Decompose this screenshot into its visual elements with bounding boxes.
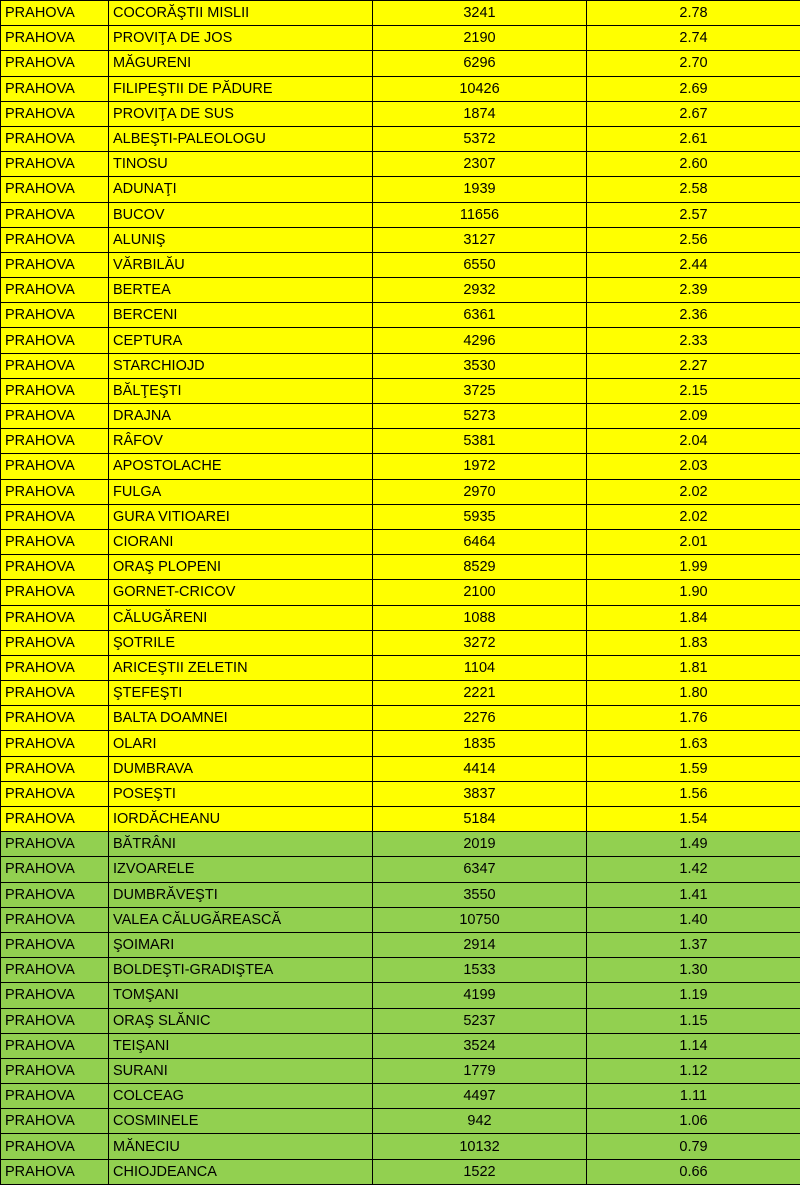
population-cell: 3550	[373, 882, 587, 907]
value-cell: 2.15	[587, 378, 800, 403]
locality-cell: GURA VITIOAREI	[109, 504, 373, 529]
locality-cell: TOMŞANI	[109, 983, 373, 1008]
locality-cell: MĂGURENI	[109, 51, 373, 76]
locality-cell: IZVOARELE	[109, 857, 373, 882]
population-cell: 2970	[373, 479, 587, 504]
county-cell: PRAHOVA	[1, 1159, 109, 1184]
value-cell: 2.02	[587, 479, 800, 504]
county-cell: PRAHOVA	[1, 555, 109, 580]
value-cell: 1.37	[587, 932, 800, 957]
value-cell: 1.42	[587, 857, 800, 882]
locality-cell: GORNET-CRICOV	[109, 580, 373, 605]
table-row	[1, 907, 800, 932]
table-row	[1, 832, 800, 857]
population-cell: 5273	[373, 404, 587, 429]
table-row	[1, 580, 800, 605]
county-cell: PRAHOVA	[1, 101, 109, 126]
population-cell: 2100	[373, 580, 587, 605]
county-cell: PRAHOVA	[1, 278, 109, 303]
value-cell: 2.36	[587, 303, 800, 328]
population-cell: 6296	[373, 51, 587, 76]
county-cell: PRAHOVA	[1, 756, 109, 781]
population-cell: 6347	[373, 857, 587, 882]
locality-cell: OLARI	[109, 731, 373, 756]
county-cell: PRAHOVA	[1, 328, 109, 353]
locality-cell: POSEŞTI	[109, 781, 373, 806]
table-row	[1, 202, 800, 227]
locality-cell: CĂLUGĂRENI	[109, 605, 373, 630]
table-row	[1, 252, 800, 277]
population-cell: 1088	[373, 605, 587, 630]
population-cell: 2914	[373, 932, 587, 957]
locality-cell: ŞTEFEŞTI	[109, 681, 373, 706]
table-row	[1, 807, 800, 832]
population-cell: 4497	[373, 1084, 587, 1109]
value-cell: 2.39	[587, 278, 800, 303]
value-cell: 1.54	[587, 807, 800, 832]
population-cell: 1972	[373, 454, 587, 479]
locality-cell: DRAJNA	[109, 404, 373, 429]
table-row	[1, 504, 800, 529]
county-cell: PRAHOVA	[1, 958, 109, 983]
population-cell: 6464	[373, 529, 587, 554]
table-row	[1, 756, 800, 781]
table-row	[1, 76, 800, 101]
table-row	[1, 1058, 800, 1083]
county-cell: PRAHOVA	[1, 252, 109, 277]
locality-cell: BĂTRÂNI	[109, 832, 373, 857]
locality-cell: COCORĂŞTII MISLII	[109, 1, 373, 26]
county-cell: PRAHOVA	[1, 504, 109, 529]
population-cell: 3127	[373, 227, 587, 252]
locality-cell: CIORANI	[109, 529, 373, 554]
value-cell: 2.60	[587, 152, 800, 177]
population-cell: 5237	[373, 1008, 587, 1033]
value-cell: 2.56	[587, 227, 800, 252]
table-row	[1, 26, 800, 51]
county-cell: PRAHOVA	[1, 202, 109, 227]
table-row	[1, 303, 800, 328]
table-row	[1, 857, 800, 882]
value-cell: 1.84	[587, 605, 800, 630]
population-cell: 8529	[373, 555, 587, 580]
locality-cell: PROVIŢA DE JOS	[109, 26, 373, 51]
locality-cell: ADUNAŢI	[109, 177, 373, 202]
county-cell: PRAHOVA	[1, 681, 109, 706]
table-row	[1, 378, 800, 403]
locality-cell: BĂLŢEŞTI	[109, 378, 373, 403]
value-cell: 1.76	[587, 706, 800, 731]
locality-cell: DUMBRAVA	[109, 756, 373, 781]
table-row	[1, 529, 800, 554]
county-cell: PRAHOVA	[1, 1033, 109, 1058]
locality-cell: TEIŞANI	[109, 1033, 373, 1058]
population-cell: 1533	[373, 958, 587, 983]
locality-cell: ALBEŞTI-PALEOLOGU	[109, 126, 373, 151]
table-row	[1, 479, 800, 504]
county-cell: PRAHOVA	[1, 580, 109, 605]
population-cell: 10426	[373, 76, 587, 101]
county-cell: PRAHOVA	[1, 1, 109, 26]
county-cell: PRAHOVA	[1, 429, 109, 454]
locality-cell: APOSTOLACHE	[109, 454, 373, 479]
value-cell: 2.27	[587, 353, 800, 378]
table-row	[1, 278, 800, 303]
table-row	[1, 932, 800, 957]
population-cell: 3272	[373, 630, 587, 655]
population-cell: 3524	[373, 1033, 587, 1058]
population-cell: 11656	[373, 202, 587, 227]
value-cell: 1.56	[587, 781, 800, 806]
table-body	[1, 1, 800, 1185]
population-cell: 3837	[373, 781, 587, 806]
value-cell: 2.74	[587, 26, 800, 51]
county-cell: PRAHOVA	[1, 303, 109, 328]
value-cell: 1.83	[587, 630, 800, 655]
value-cell: 2.61	[587, 126, 800, 151]
county-cell: PRAHOVA	[1, 907, 109, 932]
table-row	[1, 177, 800, 202]
population-cell: 1779	[373, 1058, 587, 1083]
value-cell: 2.57	[587, 202, 800, 227]
table-row	[1, 1134, 800, 1159]
value-cell: 1.40	[587, 907, 800, 932]
table-row	[1, 328, 800, 353]
table-row	[1, 882, 800, 907]
population-cell: 2932	[373, 278, 587, 303]
county-cell: PRAHOVA	[1, 857, 109, 882]
population-cell: 1104	[373, 655, 587, 680]
population-cell: 5372	[373, 126, 587, 151]
county-cell: PRAHOVA	[1, 630, 109, 655]
population-cell: 1835	[373, 731, 587, 756]
population-cell: 1874	[373, 101, 587, 126]
locality-cell: VĂRBILĂU	[109, 252, 373, 277]
county-cell: PRAHOVA	[1, 126, 109, 151]
population-cell: 6550	[373, 252, 587, 277]
value-cell: 1.15	[587, 1008, 800, 1033]
table-row	[1, 983, 800, 1008]
value-cell: 2.70	[587, 51, 800, 76]
value-cell: 2.78	[587, 1, 800, 26]
county-cell: PRAHOVA	[1, 983, 109, 1008]
value-cell: 2.33	[587, 328, 800, 353]
locality-cell: CHIOJDEANCA	[109, 1159, 373, 1184]
table-row	[1, 681, 800, 706]
value-cell: 1.11	[587, 1084, 800, 1109]
value-cell: 1.19	[587, 983, 800, 1008]
locality-cell: BERTEA	[109, 278, 373, 303]
table-row	[1, 101, 800, 126]
locality-cell: BOLDEŞTI-GRADIŞTEA	[109, 958, 373, 983]
table-row	[1, 1109, 800, 1134]
value-cell: 0.79	[587, 1134, 800, 1159]
table-row	[1, 1159, 800, 1184]
county-cell: PRAHOVA	[1, 152, 109, 177]
value-cell: 1.30	[587, 958, 800, 983]
table-row	[1, 555, 800, 580]
population-cell: 3725	[373, 378, 587, 403]
county-cell: PRAHOVA	[1, 1134, 109, 1159]
locality-cell: ALUNIŞ	[109, 227, 373, 252]
population-cell: 4414	[373, 756, 587, 781]
locality-cell: IORDĂCHEANU	[109, 807, 373, 832]
county-cell: PRAHOVA	[1, 26, 109, 51]
table-row	[1, 1033, 800, 1058]
population-cell: 3530	[373, 353, 587, 378]
population-cell: 1522	[373, 1159, 587, 1184]
table-row	[1, 126, 800, 151]
county-cell: PRAHOVA	[1, 1008, 109, 1033]
value-cell: 1.63	[587, 731, 800, 756]
table-row	[1, 454, 800, 479]
locality-cell: COLCEAG	[109, 1084, 373, 1109]
value-cell: 1.80	[587, 681, 800, 706]
population-cell: 5381	[373, 429, 587, 454]
locality-cell: BALTA DOAMNEI	[109, 706, 373, 731]
table-row	[1, 1, 800, 26]
table-row	[1, 429, 800, 454]
population-cell: 2276	[373, 706, 587, 731]
population-cell: 3241	[373, 1, 587, 26]
population-cell: 2019	[373, 832, 587, 857]
value-cell: 2.44	[587, 252, 800, 277]
value-cell: 2.02	[587, 504, 800, 529]
population-cell: 10750	[373, 907, 587, 932]
value-cell: 2.01	[587, 529, 800, 554]
table-row	[1, 227, 800, 252]
county-cell: PRAHOVA	[1, 706, 109, 731]
county-cell: PRAHOVA	[1, 404, 109, 429]
table-row	[1, 1008, 800, 1033]
locality-cell: RÂFOV	[109, 429, 373, 454]
population-cell: 2221	[373, 681, 587, 706]
county-cell: PRAHOVA	[1, 731, 109, 756]
county-cell: PRAHOVA	[1, 76, 109, 101]
county-cell: PRAHOVA	[1, 1084, 109, 1109]
locality-cell: VALEA CĂLUGĂREASCĂ	[109, 907, 373, 932]
county-cell: PRAHOVA	[1, 832, 109, 857]
value-cell: 2.69	[587, 76, 800, 101]
locality-cell: TINOSU	[109, 152, 373, 177]
value-cell: 2.04	[587, 429, 800, 454]
county-cell: PRAHOVA	[1, 479, 109, 504]
locality-cell: PROVIŢA DE SUS	[109, 101, 373, 126]
population-cell: 10132	[373, 1134, 587, 1159]
locality-cell: ORAŞ PLOPENI	[109, 555, 373, 580]
value-cell: 1.06	[587, 1109, 800, 1134]
population-cell: 4296	[373, 328, 587, 353]
locality-cell: STARCHIOJD	[109, 353, 373, 378]
locality-cell: FILIPEŞTII DE PĂDURE	[109, 76, 373, 101]
population-cell: 1939	[373, 177, 587, 202]
population-cell: 2307	[373, 152, 587, 177]
value-cell: 1.49	[587, 832, 800, 857]
locality-cell: CEPTURA	[109, 328, 373, 353]
value-cell: 1.41	[587, 882, 800, 907]
locality-cell: ŞOTRILE	[109, 630, 373, 655]
county-cell: PRAHOVA	[1, 655, 109, 680]
value-cell: 2.67	[587, 101, 800, 126]
table-row	[1, 781, 800, 806]
county-cell: PRAHOVA	[1, 807, 109, 832]
county-cell: PRAHOVA	[1, 529, 109, 554]
table-row	[1, 655, 800, 680]
locality-cell: DUMBRĂVEŞTI	[109, 882, 373, 907]
population-cell: 4199	[373, 983, 587, 1008]
county-cell: PRAHOVA	[1, 353, 109, 378]
table-row	[1, 51, 800, 76]
county-cell: PRAHOVA	[1, 454, 109, 479]
locality-cell: FULGA	[109, 479, 373, 504]
value-cell: 1.81	[587, 655, 800, 680]
locality-cell: COSMINELE	[109, 1109, 373, 1134]
locality-cell: SURANI	[109, 1058, 373, 1083]
value-cell: 2.58	[587, 177, 800, 202]
population-cell: 6361	[373, 303, 587, 328]
value-cell: 1.99	[587, 555, 800, 580]
table-row	[1, 731, 800, 756]
table-row	[1, 1084, 800, 1109]
county-cell: PRAHOVA	[1, 177, 109, 202]
population-cell: 5935	[373, 504, 587, 529]
value-cell: 1.14	[587, 1033, 800, 1058]
value-cell: 1.90	[587, 580, 800, 605]
table-row	[1, 630, 800, 655]
county-cell: PRAHOVA	[1, 227, 109, 252]
locality-cell: BERCENI	[109, 303, 373, 328]
county-cell: PRAHOVA	[1, 781, 109, 806]
county-cell: PRAHOVA	[1, 1109, 109, 1134]
table-row	[1, 706, 800, 731]
locality-cell: MĂNECIU	[109, 1134, 373, 1159]
table-row	[1, 152, 800, 177]
table-row	[1, 353, 800, 378]
county-cell: PRAHOVA	[1, 932, 109, 957]
value-cell: 0.66	[587, 1159, 800, 1184]
county-cell: PRAHOVA	[1, 605, 109, 630]
county-cell: PRAHOVA	[1, 378, 109, 403]
county-cell: PRAHOVA	[1, 1058, 109, 1083]
population-cell: 5184	[373, 807, 587, 832]
value-cell: 1.12	[587, 1058, 800, 1083]
table-row	[1, 958, 800, 983]
population-cell: 942	[373, 1109, 587, 1134]
value-cell: 2.03	[587, 454, 800, 479]
locality-cell: ORAŞ SLĂNIC	[109, 1008, 373, 1033]
county-cell: PRAHOVA	[1, 51, 109, 76]
locality-cell: ARICEŞTII ZELETIN	[109, 655, 373, 680]
locality-cell: ŞOIMARI	[109, 932, 373, 957]
population-cell: 2190	[373, 26, 587, 51]
value-cell: 2.09	[587, 404, 800, 429]
locality-cell: BUCOV	[109, 202, 373, 227]
table-row	[1, 404, 800, 429]
value-cell: 1.59	[587, 756, 800, 781]
table-row	[1, 605, 800, 630]
county-cell: PRAHOVA	[1, 882, 109, 907]
